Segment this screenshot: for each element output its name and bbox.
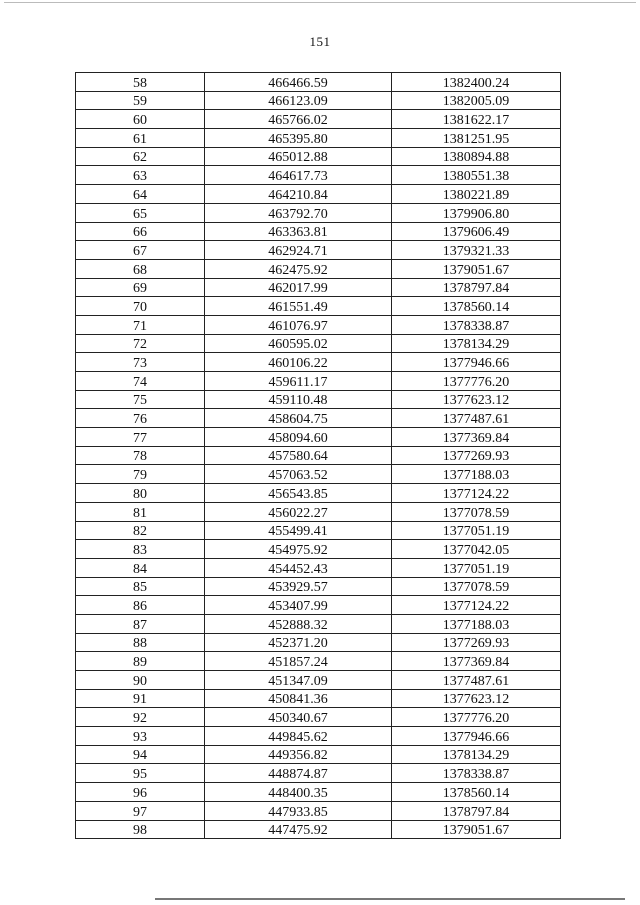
y-coordinate-cell: 1377776.20: [392, 372, 561, 391]
point-number-cell: 93: [76, 727, 205, 746]
x-coordinate-cell: 459110.48: [205, 390, 392, 409]
table-row: [76, 353, 561, 372]
x-coordinate-cell: 455499.41: [205, 521, 392, 540]
y-coordinate-cell: 1378338.87: [392, 764, 561, 783]
point-number-cell: 73: [76, 353, 205, 372]
x-coordinate-cell: 466123.09: [205, 91, 392, 110]
x-coordinate-cell: 454452.43: [205, 558, 392, 577]
x-coordinate-cell: 458604.75: [205, 409, 392, 428]
y-coordinate-cell: 1381622.17: [392, 110, 561, 129]
point-number-cell: 61: [76, 129, 205, 148]
point-number-cell: 58: [76, 73, 205, 92]
point-number-cell: 79: [76, 465, 205, 484]
table-row: [76, 446, 561, 465]
coordinates-table: [75, 72, 561, 839]
table-row: [76, 278, 561, 297]
coordinates-table-body: [76, 73, 561, 839]
table-row: [76, 166, 561, 185]
y-coordinate-cell: 1377269.93: [392, 633, 561, 652]
table-row: [76, 185, 561, 204]
table-row: [76, 428, 561, 447]
x-coordinate-cell: 453407.99: [205, 596, 392, 615]
y-coordinate-cell: 1379051.67: [392, 820, 561, 839]
table-row: [76, 633, 561, 652]
x-coordinate-cell: 463792.70: [205, 203, 392, 222]
point-number-cell: 83: [76, 540, 205, 559]
x-coordinate-cell: 465766.02: [205, 110, 392, 129]
x-coordinate-cell: 466466.59: [205, 73, 392, 92]
point-number-cell: 77: [76, 428, 205, 447]
point-number-cell: 95: [76, 764, 205, 783]
y-coordinate-cell: 1377188.03: [392, 465, 561, 484]
table-row: [76, 73, 561, 92]
table-row: [76, 614, 561, 633]
point-number-cell: 70: [76, 297, 205, 316]
x-coordinate-cell: 462017.99: [205, 278, 392, 297]
point-number-cell: 80: [76, 484, 205, 503]
y-coordinate-cell: 1382005.09: [392, 91, 561, 110]
y-coordinate-cell: 1377946.66: [392, 727, 561, 746]
point-number-cell: 75: [76, 390, 205, 409]
table-row: [76, 372, 561, 391]
point-number-cell: 97: [76, 801, 205, 820]
point-number-cell: 94: [76, 745, 205, 764]
y-coordinate-cell: 1377124.22: [392, 596, 561, 615]
point-number-cell: 87: [76, 614, 205, 633]
x-coordinate-cell: 450841.36: [205, 689, 392, 708]
y-coordinate-cell: 1380894.88: [392, 147, 561, 166]
y-coordinate-cell: 1379051.67: [392, 259, 561, 278]
table-row: [76, 764, 561, 783]
y-coordinate-cell: 1377623.12: [392, 689, 561, 708]
y-coordinate-cell: 1378338.87: [392, 315, 561, 334]
y-coordinate-cell: 1377623.12: [392, 390, 561, 409]
point-number-cell: 84: [76, 558, 205, 577]
table-row: [76, 596, 561, 615]
x-coordinate-cell: 464617.73: [205, 166, 392, 185]
point-number-cell: 92: [76, 708, 205, 727]
y-coordinate-cell: 1377078.59: [392, 577, 561, 596]
x-coordinate-cell: 447475.92: [205, 820, 392, 839]
y-coordinate-cell: 1378134.29: [392, 745, 561, 764]
table-row: [76, 297, 561, 316]
x-coordinate-cell: 456022.27: [205, 502, 392, 521]
x-coordinate-cell: 461551.49: [205, 297, 392, 316]
point-number-cell: 74: [76, 372, 205, 391]
point-number-cell: 76: [76, 409, 205, 428]
table-row: [76, 484, 561, 503]
point-number-cell: 69: [76, 278, 205, 297]
table-row: [76, 110, 561, 129]
point-number-cell: 89: [76, 652, 205, 671]
y-coordinate-cell: 1381251.95: [392, 129, 561, 148]
point-number-cell: 96: [76, 783, 205, 802]
y-coordinate-cell: 1377042.05: [392, 540, 561, 559]
point-number-cell: 62: [76, 147, 205, 166]
table-row: [76, 801, 561, 820]
x-coordinate-cell: 451347.09: [205, 671, 392, 690]
table-row: [76, 203, 561, 222]
table-row: [76, 91, 561, 110]
y-coordinate-cell: 1377188.03: [392, 614, 561, 633]
point-number-cell: 64: [76, 185, 205, 204]
x-coordinate-cell: 448874.87: [205, 764, 392, 783]
table-row: [76, 689, 561, 708]
table-row: [76, 820, 561, 839]
point-number-cell: 81: [76, 502, 205, 521]
x-coordinate-cell: 452888.32: [205, 614, 392, 633]
table-row: [76, 315, 561, 334]
point-number-cell: 71: [76, 315, 205, 334]
point-number-cell: 67: [76, 241, 205, 260]
point-number-cell: 78: [76, 446, 205, 465]
table-row: [76, 465, 561, 484]
table-row: [76, 577, 561, 596]
point-number-cell: 59: [76, 91, 205, 110]
x-coordinate-cell: 464210.84: [205, 185, 392, 204]
table-row: [76, 502, 561, 521]
point-number-cell: 85: [76, 577, 205, 596]
table-row: [76, 558, 561, 577]
table-row: [76, 334, 561, 353]
y-coordinate-cell: 1378560.14: [392, 783, 561, 802]
y-coordinate-cell: 1377051.19: [392, 558, 561, 577]
y-coordinate-cell: 1379906.80: [392, 203, 561, 222]
x-coordinate-cell: 449356.82: [205, 745, 392, 764]
table-row: [76, 708, 561, 727]
table-row: [76, 129, 561, 148]
scan-edge-top: [4, 2, 636, 3]
point-number-cell: 72: [76, 334, 205, 353]
y-coordinate-cell: 1377487.61: [392, 409, 561, 428]
point-number-cell: 98: [76, 820, 205, 839]
table-row: [76, 727, 561, 746]
table-row: [76, 783, 561, 802]
point-number-cell: 63: [76, 166, 205, 185]
point-number-cell: 90: [76, 671, 205, 690]
x-coordinate-cell: 459611.17: [205, 372, 392, 391]
point-number-cell: 82: [76, 521, 205, 540]
table-row: [76, 521, 561, 540]
scan-edge-bottom: [155, 898, 625, 900]
y-coordinate-cell: 1377369.84: [392, 652, 561, 671]
y-coordinate-cell: 1378797.84: [392, 278, 561, 297]
table-row: [76, 147, 561, 166]
x-coordinate-cell: 453929.57: [205, 577, 392, 596]
y-coordinate-cell: 1380551.38: [392, 166, 561, 185]
point-number-cell: 66: [76, 222, 205, 241]
x-coordinate-cell: 460106.22: [205, 353, 392, 372]
point-number-cell: 88: [76, 633, 205, 652]
x-coordinate-cell: 462475.92: [205, 259, 392, 278]
x-coordinate-cell: 454975.92: [205, 540, 392, 559]
y-coordinate-cell: 1377487.61: [392, 671, 561, 690]
x-coordinate-cell: 447933.85: [205, 801, 392, 820]
table-row: [76, 409, 561, 428]
page-number: 151: [309, 34, 331, 49]
x-coordinate-cell: 457580.64: [205, 446, 392, 465]
x-coordinate-cell: 456543.85: [205, 484, 392, 503]
x-coordinate-cell: 465012.88: [205, 147, 392, 166]
x-coordinate-cell: 463363.81: [205, 222, 392, 241]
y-coordinate-cell: 1378560.14: [392, 297, 561, 316]
table-row: [76, 671, 561, 690]
y-coordinate-cell: 1377946.66: [392, 353, 561, 372]
point-number-cell: 68: [76, 259, 205, 278]
table-row: [76, 745, 561, 764]
x-coordinate-cell: 451857.24: [205, 652, 392, 671]
y-coordinate-cell: 1380221.89: [392, 185, 561, 204]
x-coordinate-cell: 462924.71: [205, 241, 392, 260]
x-coordinate-cell: 457063.52: [205, 465, 392, 484]
point-number-cell: 86: [76, 596, 205, 615]
x-coordinate-cell: 458094.60: [205, 428, 392, 447]
y-coordinate-cell: 1377051.19: [392, 521, 561, 540]
y-coordinate-cell: 1377369.84: [392, 428, 561, 447]
y-coordinate-cell: 1379321.33: [392, 241, 561, 260]
table-row: [76, 259, 561, 278]
y-coordinate-cell: 1377078.59: [392, 502, 561, 521]
x-coordinate-cell: 450340.67: [205, 708, 392, 727]
x-coordinate-cell: 465395.80: [205, 129, 392, 148]
table-row: [76, 390, 561, 409]
x-coordinate-cell: 449845.62: [205, 727, 392, 746]
table-row: [76, 652, 561, 671]
point-number-cell: 60: [76, 110, 205, 129]
y-coordinate-cell: 1377269.93: [392, 446, 561, 465]
table-row: [76, 241, 561, 260]
x-coordinate-cell: 461076.97: [205, 315, 392, 334]
y-coordinate-cell: 1379606.49: [392, 222, 561, 241]
y-coordinate-cell: 1378797.84: [392, 801, 561, 820]
x-coordinate-cell: 452371.20: [205, 633, 392, 652]
y-coordinate-cell: 1382400.24: [392, 73, 561, 92]
y-coordinate-cell: 1377124.22: [392, 484, 561, 503]
x-coordinate-cell: 448400.35: [205, 783, 392, 802]
point-number-cell: 91: [76, 689, 205, 708]
x-coordinate-cell: 460595.02: [205, 334, 392, 353]
table-row: [76, 540, 561, 559]
y-coordinate-cell: 1378134.29: [392, 334, 561, 353]
point-number-cell: 65: [76, 203, 205, 222]
y-coordinate-cell: 1377776.20: [392, 708, 561, 727]
table-row: [76, 222, 561, 241]
